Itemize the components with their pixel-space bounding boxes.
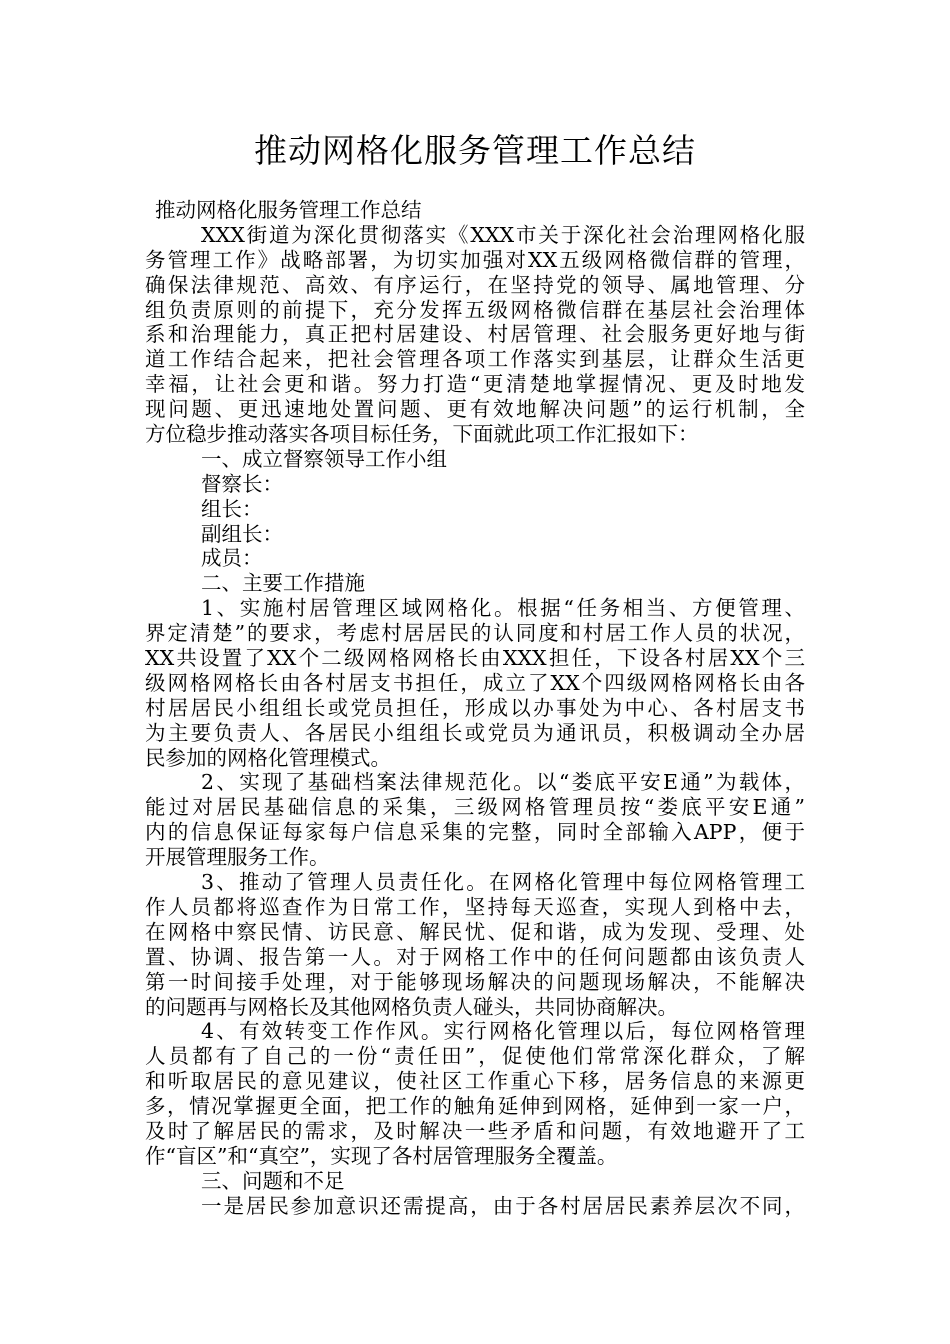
text-line: 及时了解居民的需求，及时解决一些矛盾和问题，有效地避开了工 bbox=[145, 1118, 805, 1143]
text-line: 开展管理服务工作。 bbox=[145, 845, 330, 870]
text-line: 界定清楚”的要求，考虑村居居民的认同度和村居工作人员的状况， bbox=[145, 621, 805, 646]
text-line: 多，情况掌握更全面，把工作的触角延伸到网格，延伸到一家一户， bbox=[145, 1094, 805, 1119]
text-line: 一是居民参加意识还需提高，由于各村居居民素养层次不同， bbox=[201, 1193, 805, 1218]
text-line: 为主要负责人、各居民小组组长或党员为通讯员，积极调动全办居 bbox=[145, 720, 805, 745]
text-line: 第一时间接手处理，对于能够现场解决的问题现场解决，不能解决 bbox=[145, 969, 805, 994]
text-line: 副组长： bbox=[201, 521, 283, 546]
text-line: 民参加的网格化管理模式。 bbox=[145, 745, 391, 770]
text-line: XXX街道为深化贯彻落实《XXX市关于深化社会治理网格化服 bbox=[201, 222, 805, 247]
text-line: 确保法律规范、高效、有序运行，在坚持党的领导、属地管理、分 bbox=[145, 272, 805, 297]
text-line: 组负责原则的前提下，充分发挥五级网格微信群在基层社会治理体 bbox=[145, 297, 805, 322]
text-line: 道工作结合起来，把社会管理各项工作落实到基层，让群众生活更 bbox=[145, 347, 805, 372]
text-line: 和听取居民的意见建议，使社区工作重心下移，居务信息的来源更 bbox=[145, 1069, 805, 1094]
text-line: 现问题、更迅速地处置问题、更有效地解决问题”的运行机制，全 bbox=[145, 397, 805, 422]
text-line: 2、实现了基础档案法律规范化。以“娄底平安E通”为载体， bbox=[201, 770, 805, 795]
text-line: 在网格中察民情、访民意、解民忧、促和谐，成为发现、受理、处 bbox=[145, 919, 805, 944]
text-line: 二、主要工作措施 bbox=[201, 571, 365, 596]
text-line: 1、实施村居管理区域网格化。根据“任务相当、方便管理、 bbox=[201, 596, 805, 621]
text-line: XX共设置了XX个二级网格网格长由XXX担任，下设各村居XX个三 bbox=[145, 646, 805, 671]
text-line: 组长： bbox=[201, 496, 263, 521]
text-line: 方位稳步推动落实各项目标任务，下面就此项工作汇报如下： bbox=[145, 422, 699, 447]
text-line: 一、成立督察领导工作小组 bbox=[201, 446, 447, 471]
text-line: 幸福，让社会更和谐。努力打造“更清楚地掌握情况、更及时地发 bbox=[145, 372, 805, 397]
text-line: 内的信息保证每家每户信息采集的完整，同时全部输入APP，便于 bbox=[145, 820, 805, 845]
text-line: 三、问题和不足 bbox=[201, 1168, 345, 1193]
text-line: 3、推动了管理人员责任化。在网格化管理中每位网格管理工 bbox=[201, 870, 805, 895]
text-line: 务管理工作》战略部署，为切实加强对XX五级网格微信群的管理， bbox=[145, 247, 805, 272]
document-body bbox=[145, 198, 805, 1219]
text-line: 作人员都将巡查作为日常工作，坚持每天巡查，实现人到格中去， bbox=[145, 894, 805, 919]
text-line: 级网格网格长由各村居支书担任，成立了XX个四级网格网格长由各 bbox=[145, 670, 805, 695]
text-line: 作“盲区”和“真空”，实现了各村居管理服务全覆盖。 bbox=[145, 1143, 618, 1168]
text-line: 人员都有了自己的一份“责任田”，促使他们常常深化群众，了解 bbox=[145, 1044, 805, 1069]
text-line: 4、有效转变工作作风。实行网格化管理以后，每位网格管理 bbox=[201, 1019, 805, 1044]
text-line: 置、协调、报告第一人。对于网格工作中的任何问题都由该负责人 bbox=[145, 944, 805, 969]
text-line: 成员： bbox=[201, 546, 263, 571]
text-line: 能过对居民基础信息的采集，三级网格管理员按“娄底平安E通” bbox=[145, 795, 805, 820]
text-line: 的问题再与网格长及其他网格负责人碰头，共同协商解决。 bbox=[145, 994, 678, 1019]
text-line: 村居居民小组组长或党员担任，形成以办事处为中心、各村居支书 bbox=[145, 695, 805, 720]
text-line: 推动网格化服务管理工作总结 bbox=[155, 198, 422, 222]
document-title: 推动网格化服务管理工作总结 bbox=[254, 131, 696, 170]
text-line: 督察长： bbox=[201, 471, 283, 496]
text-line: 系和治理能力，真正把村居建设、村居管理、社会服务更好地与街 bbox=[145, 322, 805, 347]
